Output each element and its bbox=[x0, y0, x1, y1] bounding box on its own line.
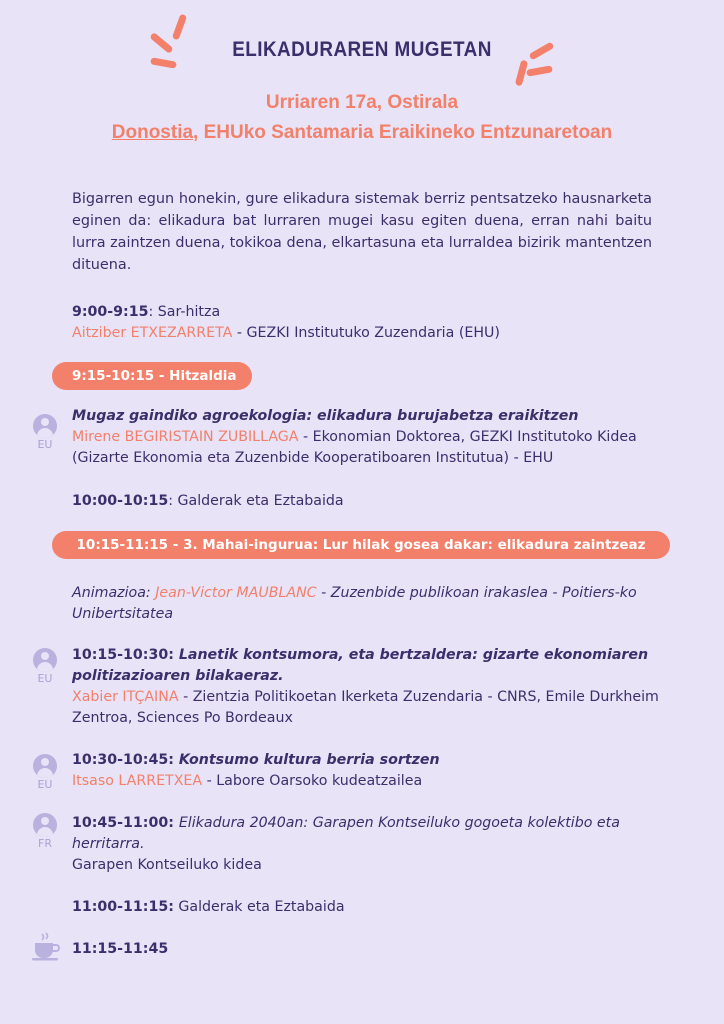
speaker-avatar bbox=[31, 754, 59, 792]
event-place: Donostia, EHUko Santamaria Eraikineko Entzunaretoan bbox=[111, 122, 613, 143]
session-opening: 9:00-9:15: Sar-hitza Aitziber ETXEZARRETA - GEZKI Institutuko Zuzendaria (EHU) bbox=[72, 304, 500, 341]
speaker-name: Aitziber ETXEZARRETA bbox=[72, 325, 233, 341]
questions-1: 10:00-10:15: Galderak eta Eztabaida bbox=[72, 493, 344, 509]
speaker-avatar bbox=[31, 414, 59, 452]
speaker-avatar-icon bbox=[33, 414, 57, 438]
place-link[interactable]: Donostia bbox=[111, 122, 194, 143]
moderator: Animazioa: Jean-Victor MAUBLANC - Zuzenbide publikoan irakaslea - Poitiers-ko Unibertsitatea bbox=[72, 585, 637, 622]
talk-3: 10:30-10:45: Kontsumo kultura berria sortzen Itsaso LARRETXEA - Labore Oarsoko kudeatzailea bbox=[72, 752, 440, 789]
language-tag: EU bbox=[37, 672, 53, 685]
intro-paragraph: Bigarren egun honekin, gure elikadura sistemak berriz pentsatzeko hausnarketa eginen da: elikadura bat lurraren mugei kasu egiten duena, erran nahi baitu lurra zaintzen duena, tokikoa dena, elkartasuna eta lurraldea bizirik mantentzen dituena. bbox=[72, 191, 652, 273]
section-pill-roundtable: 10:15-11:15 - 3. Mahai-ingurua: Lur hilak gosea dakar: elikadura zaintzeaz bbox=[52, 531, 670, 559]
speaker-avatar-icon bbox=[33, 813, 57, 837]
talk-2: 10:15-10:30: Lanetik kontsumora, eta bertzaldera: gizarte ekonomiaren politizazioaren bilakaeraz. Xabier ITÇAINA - Zientzia Politikoetan Ikerketa Zuzendaria - CNRS, Emile Durkheim Zentroa, Sciences Po Bordeaux bbox=[72, 647, 659, 726]
talk-title: Elikadura 2040an: Garapen Kontseiluko gogoeta kolektibo eta herritarra. bbox=[72, 815, 620, 852]
talk-4: 10:45-11:00: Elikadura 2040an: Garapen Kontseiluko gogoeta kolektibo eta herritarra. Garapen Kontseiluko kidea bbox=[72, 815, 620, 873]
language-tag: FR bbox=[38, 837, 52, 850]
speaker-name: Itsaso LARRETXEA bbox=[72, 773, 203, 789]
talk-title: Kontsumo kultura berria sortzen bbox=[178, 752, 440, 768]
questions-2: 11:00-11:15: Galderak eta Eztabaida bbox=[72, 899, 345, 915]
speaker-avatar-icon bbox=[33, 754, 57, 778]
event-date: Urriaren 17a, Ostirala bbox=[265, 92, 459, 113]
language-tag: EU bbox=[37, 438, 53, 451]
speaker-avatar bbox=[31, 813, 59, 851]
page-title: ELIKADURAREN MUGETAN bbox=[232, 38, 492, 61]
coffee-break: 11:15-11:45 bbox=[72, 941, 169, 957]
language-tag: EU bbox=[37, 778, 53, 791]
talk-keynote: Mugaz gaindiko agroekologia: elikadura burujabetza eraikitzen Mirene BEGIRISTAIN ZUBILLAGA - Ekonomian Doktorea, GEZKI Institutoko Kidea (Gizarte Ekonomia eta Zuzenbide Kooperatiboaren Institutua) - EHU bbox=[72, 406, 662, 469]
section-pill-keynote: 9:15-10:15 - Hitzaldia bbox=[52, 362, 252, 390]
talk-title: Mugaz gaindiko agroekologia: elikadura burujabetza eraikitzen bbox=[72, 408, 579, 424]
speaker-avatar-icon bbox=[33, 648, 57, 672]
talk-title: Lanetik kontsumora, eta bertzaldera: gizarte ekonomiaren politizazioaren bilakaeraz. bbox=[72, 647, 649, 684]
speaker-avatar bbox=[31, 648, 59, 686]
coffee-cup-icon bbox=[30, 932, 62, 962]
speaker-name: Mirene BEGIRISTAIN ZUBILLAGA bbox=[72, 429, 299, 445]
speaker-name: Xabier ITÇAINA bbox=[72, 689, 179, 705]
speaker-name: Jean-Victor MAUBLANC bbox=[155, 585, 317, 601]
